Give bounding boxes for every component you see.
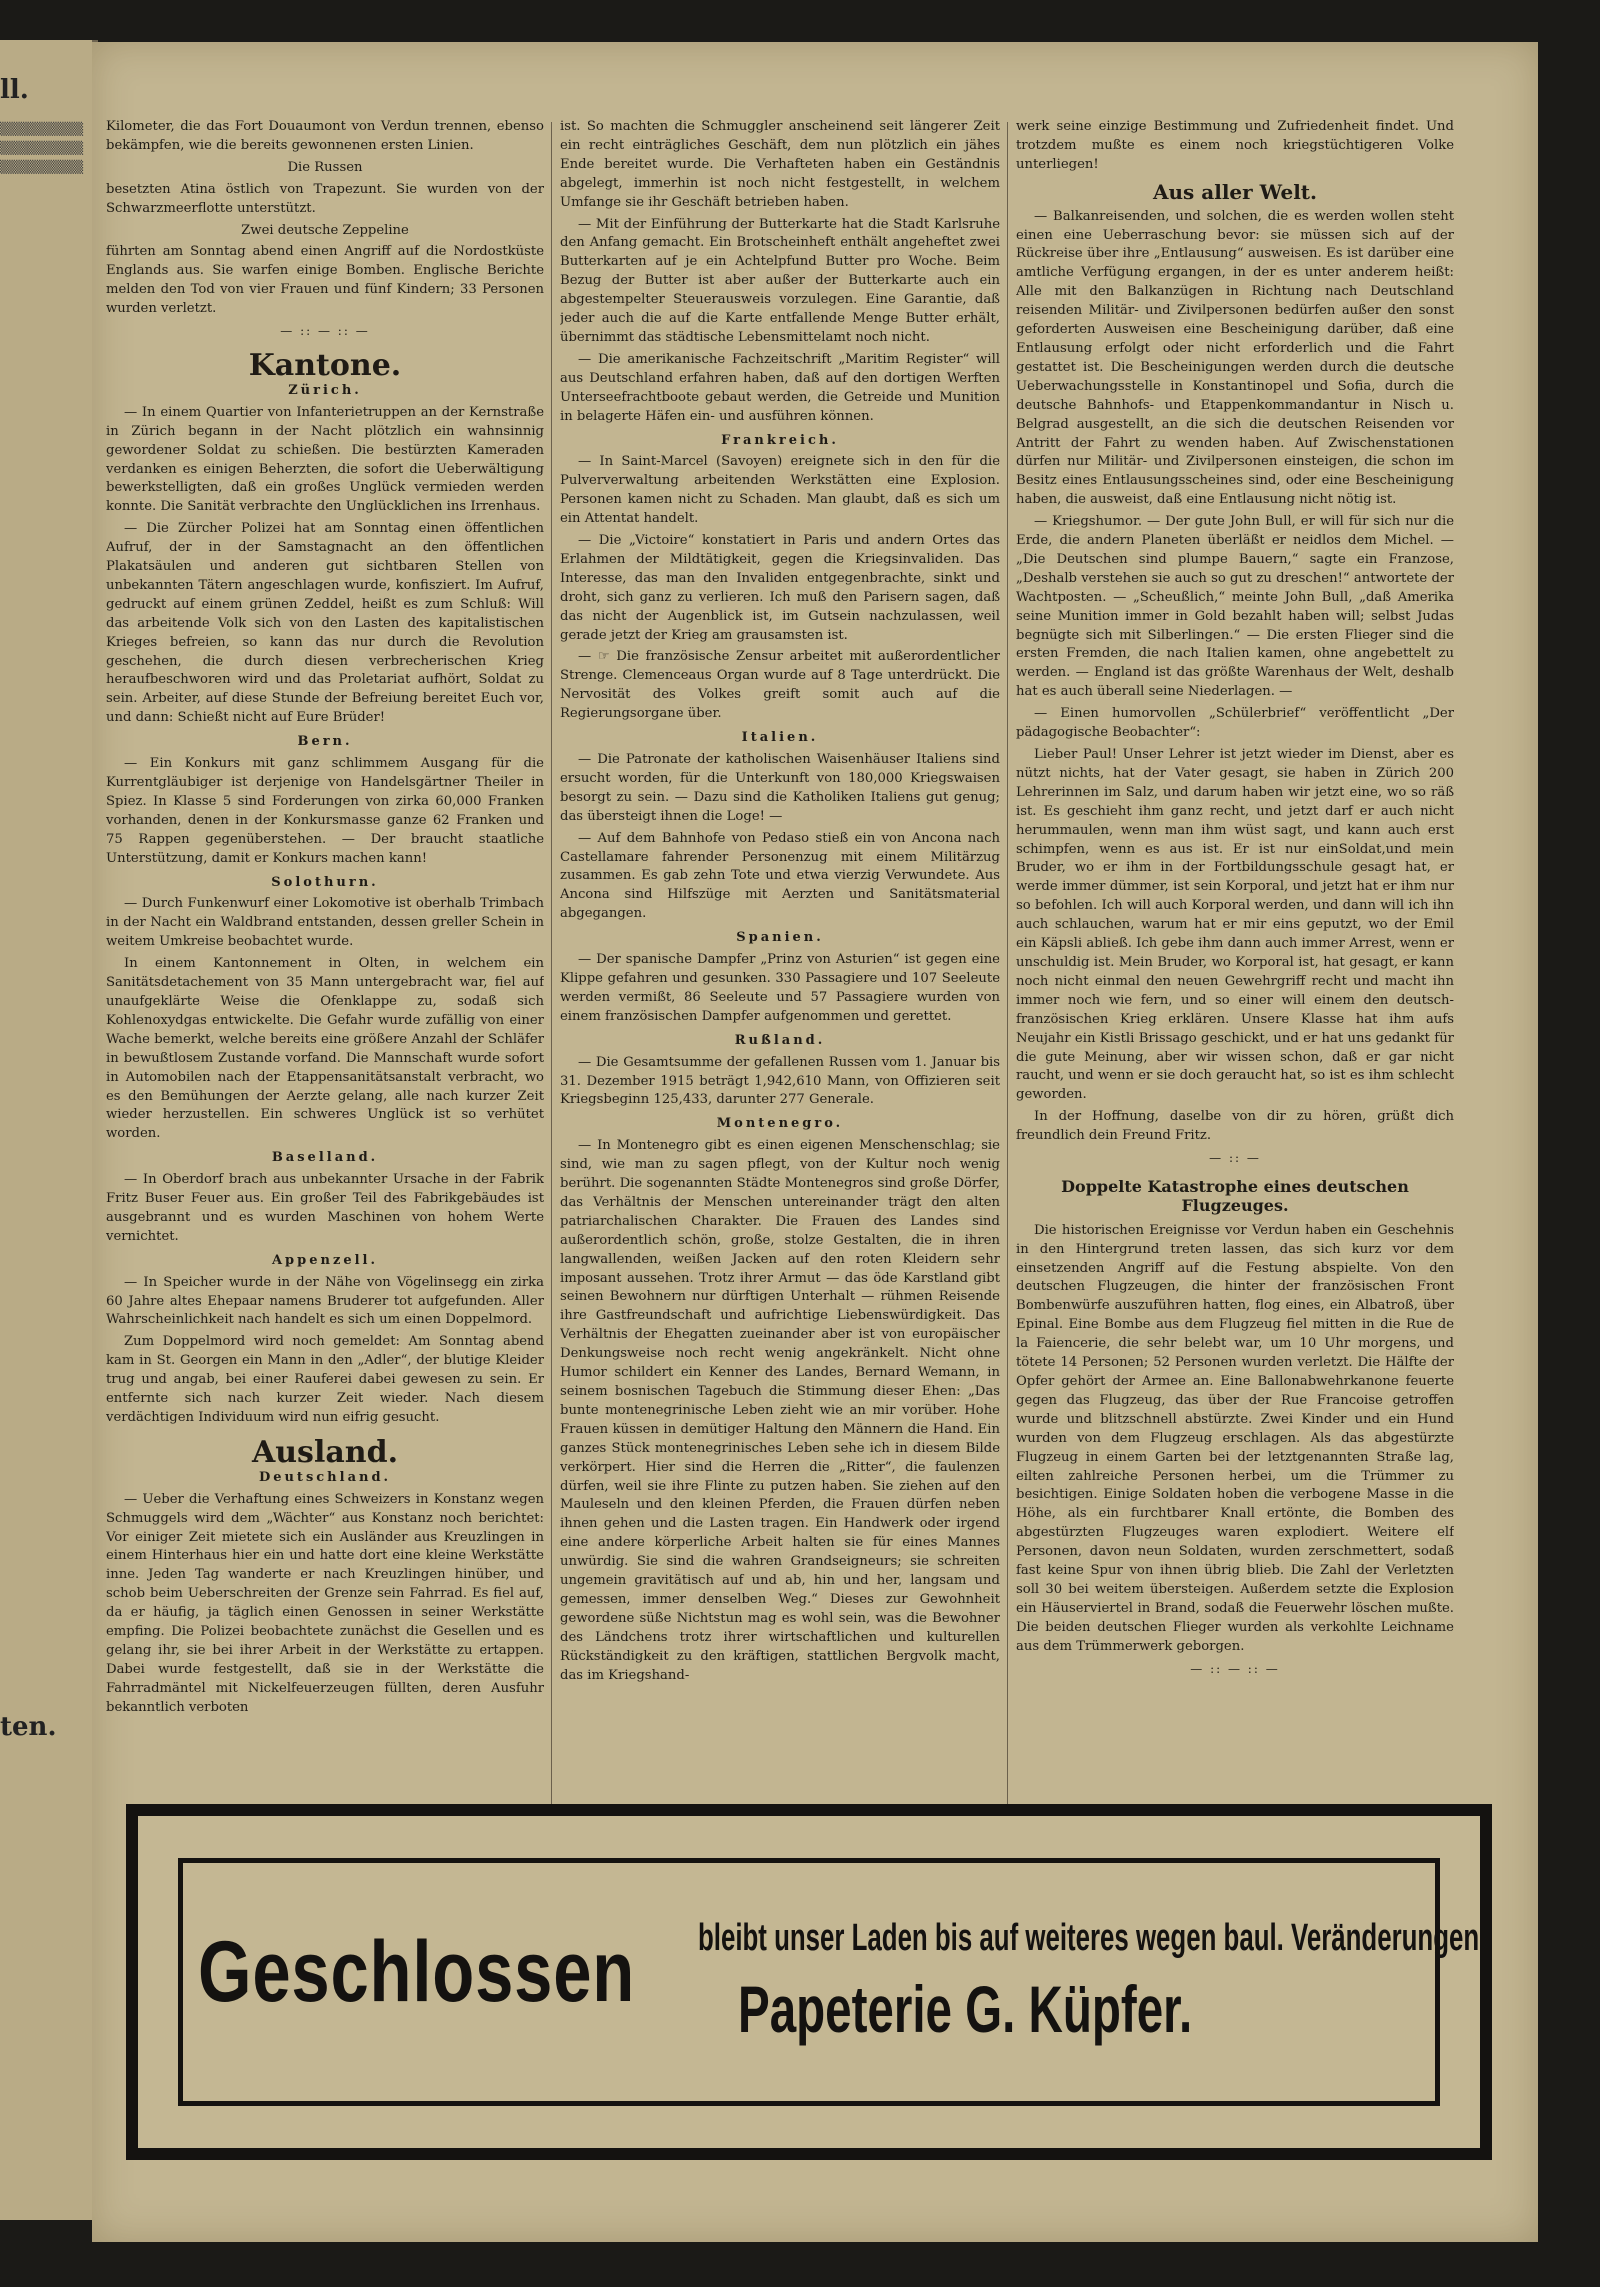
news-label: Zwei deutsche Zeppeline <box>241 222 409 238</box>
article-paragraph: — Die Patronate der katholischen Waisenhäuser Italiens sind ersucht worden, für die Unterkunft von 180,000 Kriegswaisen besorgt zu sein. — Dazu sind die Katholiken Italiens gut genug; das übersteigt ihnen die Loge! — <box>560 752 1000 824</box>
article-paragraph: — In Saint-Marcel (Savoyen) ereignete sich in den für die Pulververwaltung arbeitenden Werkstätten eine Explosion. Personen kamen nicht zu Schaden. Man glaubt, daß es sich um ein Attentat handelt. <box>560 454 1000 527</box>
article-paragraph: — Ueber die Verhaftung eines Schweizers in Konstanz wegen Schmuggels wird dem „Wächter“ aus Konstanz noch berichtet: Vor einiger Zeit mietete sich ein Ausländer aus Kreuzlingen in einem Hinterhaus hier ein und hatte dort eine kleine Werkstätte inne. Jeden Tag wanderte er nach Kreuzlingen hinüber, und schob beim Ueberschreiten der Grenze sein Fahrrad. Es fiel auf, da er häufig, ja täglich einen Genossen in seiner Werkstätte empfing. Die Polizei beobachtete zunächst die Gesellen und es gelang ihr, sie bei ihrer Arbeit in der Werkstätte zu ertappen. Dabei wurde festgestellt, daß sie in der Werkstätte die Fahrradmäntel mit Nickelfeuerzeugen füllten, deren Ausfuhr bekanntlich verboten <box>106 1491 544 1715</box>
ad-line-shop: Papeterie G. Küpfer. <box>738 1972 1193 2046</box>
country-heading-italien: Italien. <box>741 730 819 746</box>
column-rule <box>551 122 552 1822</box>
article-paragraph: — Mit der Einführung der Butterkarte hat die Stadt Karlsruhe den Anfang gemacht. Ein Brotscheinheft enthält angeheftet zwei Butterkarten auf je ein Achtelpfund Butter pro Woche. Beim Bezug der Butter ist aber außer der Butterkarte auch ein abgestempelter Steuerausweis vorzulegen. Eine Garantie, daß jeder auch die auf die Karte entfallende Menge Butter erhält, übernimmt das städtische Lebensmittelamt noch nicht. <box>560 216 1000 345</box>
canton-heading-bern: Bern. <box>297 734 353 750</box>
separator: — :: — <box>1209 1151 1261 1166</box>
article-paragraph: besetzten Atina östlich von Trapezunt. Sie wurden von der Schwarzmeerflotte unterstützt. <box>106 181 544 216</box>
prev-page-heading-top: ll. <box>0 75 29 105</box>
article-paragraph: — Auf dem Bahnhofe von Pedaso stieß ein von Ancona nach Castellamare fahrender Personenzug mit einem Militärzug zusammen. Es gab zehn Tote und etwa vierzig Verwundete. Aus Ancona sind Hilfszüge mit Aerzten und Sanitätsmaterial abgegangen. <box>560 830 1000 922</box>
article-paragraph: — In Oberdorf brach aus unbekannter Ursache in der Fabrik Fritz Buser Feuer aus. Ein großer Teil des Fabrikgebäudes ist ausgebrannt und es wurden Maschinen von hohem Werte vernichtet. <box>106 1172 544 1244</box>
country-heading-russland: Rußland. <box>734 1032 826 1048</box>
canton-heading-baselland: Baselland. <box>271 1150 379 1166</box>
country-heading-spanien: Spanien. <box>736 930 824 946</box>
article-paragraph: ist. So machten die Schmuggler anscheinend seit längerer Zeit ein recht einträgliches Geschäft, dem nun plötzlich ein jähes Ende bereitet wurde. Die Verhafteten haben ein Geständnis abgelegt, immerhin ist noch nicht festgestellt, in welchem Umfange sie ihr Geschäft betrieben haben. <box>560 119 1000 210</box>
article-paragraph: — In einem Quartier von Infanterietruppen an der Kernstraße in Zürich begann in der Nacht plötzlich ein wahnsinnig gewordener Soldat zu schießen. Die bestürzten Kameraden verdanken es einigen Beherzten, die sofort die Ueberwältigung bewerkstelligten, daß ein großes Unglück vermieden werden konnte. Die Sanität verbrachte den Unglücklichen ins Irrenhaus. <box>106 404 544 515</box>
article-paragraph: führten am Sonntag abend einen Angriff auf die Nordostküste Englands aus. Sie warfen einige Bomben. Englische Berichte melden den Tod von vier Frauen und fünf Kindern; 33 Personen wurden verletzt. <box>106 244 544 317</box>
country-heading-montenegro: Montenegro. <box>716 1116 844 1132</box>
section-heading-kantone: Kantone. <box>248 347 402 383</box>
ad-line-notice: bleibt unser Laden bis auf weiteres wegen baul. Veränderungen <box>698 1917 1480 1959</box>
prev-page-cut-text: ▒▒▒▒▒▒▒▒▒ <box>0 141 84 155</box>
canton-heading-solothurn: Solothurn. <box>271 874 379 890</box>
newspaper-page <box>92 42 1538 2242</box>
article-paragraph: — Balkanreisenden, und solchen, die es werden wollen steht einen eine Ueberraschung bevor: sie müssen sich auf der Rückreise über ihre „Entlausung“ ausweisen. Es ist darüber eine amtliche Verfügung ergangen, in der es unter anderem heißt: Alle mit den Balkanzügen in Richtung nach Deutschland reisenden Militär- und Zivilpersonen bedürfen außer den sonst geforderten Ausweisen eine Bescheinigung darüber, daß eine Entlausung erfolgt oder nicht erforderlich und die Fahrt gestattet ist. Die Bescheinigungen werden durch die deutsche Ueberwachungsstelle in Konstantinopel und Sofia, durch die deutsche Bahnhofs- und Etappenkommandantur in Nisch u. Belgrad ausgestellt, an die sich die deutschen Reisenden vor Antritt der Fahrt zu wenden haben. Auf Zwischenstationen dürfen nur Militär- und Zivilpersonen einsteigen, die schon im Besitz eines Entlausungsscheines sind, oder eine Bescheinigung haben, die ausweist, daß eine Entlausung nicht nötig ist. <box>1016 208 1454 508</box>
column-rule <box>1007 122 1008 1822</box>
article-paragraph: — In Montenegro gibt es einen eigenen Menschenschlag; sie sind, wie man zu sagen pflegt, von der Kultur noch wenig berührt. Die sogenannten Städte Montenegros sind große Dörfer, das Verhältnis der Menschen untereinander trägt den alten patriarchalischen Charakter. Die Frauen des Landes sind außerordentlich schön, große, stolze Gestalten, die in ihren langwallenden, weißen Jacken auf den roten Kleidern sehr imposant aussehen. Trotz ihrer Armut — das öde Karstland gibt seinen Bewohnern nur dürftigen Unterhalt — rühmen Reisende ihre Gastfreundschaft und aufrichtige Liebenswürdigkeit. Das Verhältnis der Ehegatten zueinander aber ist von europäischer Denkungsweise noch recht wenig angekränkelt. Nicht ohne Humor schildert ein Kenner des Landes, Bernard Wemann, in seinem bosnischen Tagebuch die Stimmung dieser Ehen: „Das bunte montenegrinische Leben zieht wie an mir vorüber. Hohe Frauen küssen in demütiger Haltung den Männern die Hand. Ein ganzes Stück montenegrinisches Leben sehe ich in diesem Bilde verkörpert. Hier sind die Herren die „Ritter“, die faulenzen dürfen, weil sie ihre Flinte zu putzen haben. Sie ziehen auf den Mauleseln und den kleinen Pferden, die Frauen dürfen neben ihnen gehen und die Lasten tragen. Ein Handwerk oder irgend eine andere körperliche Arbeit halten sie für eines Mannes unwürdig. Sie sind die wahren Grandseigneurs; sie schreiten ungemein gravitätisch auf und ab, hin und her, langsam und gemessen, immer denselben Weg.“ Dieses zur Gewohnheit gewordene süße Nichtstun mag es wohl sein, was die Bewohner des Ländchens trotz ihrer wirtschaftlichen und kulturellen Rückständigkeit zu den kräftigen, stattlichen Bergvolk macht, das im Kriegshand- <box>560 1138 1000 1683</box>
article-paragraph: — In Speicher wurde in der Nähe von Vögelinsegg ein zirka 60 Jahre altes Ehepaar namens Bruderer tot aufgefunden. Aller Wahrscheinlichkeit nach handelt es sich um einen Doppelmord. <box>106 1274 544 1328</box>
canton-heading-zuerich: Zürich. <box>288 382 362 398</box>
article-paragraph: — Der spanische Dampfer „Prinz von Asturien“ ist gegen eine Klippe gefahren und gesunken. 330 Passagiere und 107 Seeleute werden vermißt, 86 Seeleute und 57 Passagiere wurden von einem französischen Dampfer aufgenommen und gerettet. <box>560 952 1000 1024</box>
news-label: Die Russen <box>287 159 363 175</box>
article-paragraph: Lieber Paul! Unser Lehrer ist jetzt wieder im Dienst, aber es nützt nichts, hat der Vater gesagt, sie haben in Zürich 200 Lehrerinnen im Salz, und darum haben wir jetzt eine, wo so räß ist. Es geschieht ihm ganz recht, und jetzt darf er auch nicht herummaulen, wenn man ihm wüst sagt, und kann auch erst schimpfen, wenn es aus ist. Er ist nur einSoldat,und mein Bruder, wo er ihm in der Fortbildungsschule gesagt hat, er werde immer dümmer, ist sein Korporal, und jetzt hat er ihm nur so befohlen. Ich will auch Korporal werden, und dann will ich ihn auch schlauchen, warum hat er mir eins geputzt, wo der Emil ein Käpsli abließ. Ich gebe ihm dann auch immer Arrest, wenn er unschuldig ist. Mein Bruder, wo Korporal ist, hat gesagt, er kann noch nicht einmal den neuen Gewehrgriff recht und macht ihn immer noch wie fern, und so einer will einem den deutsch-französischen Krieg erklären. Unsere Klasse hat ihm aufs Neujahr ein Kistli Brissago geschickt, und er hat uns gedankt für die gute Meinung, aber wir wissen schon, daß er gar nicht raucht, und wenn er sie doch geraucht hat, so ist es ihm schlecht geworden. <box>1016 747 1454 1103</box>
column-1 <box>106 118 544 1818</box>
canton-heading-appenzell: Appenzell. <box>271 1252 379 1268</box>
article-paragraph: — Einen humorvollen „Schülerbrief“ veröffentlicht „Der pädagogische Beobachter“: <box>1016 706 1454 741</box>
article-paragraph: — Die amerikanische Fachzeitschrift „Maritim Register“ will aus Deutschland erfahren haben, daß auf den dortigen Werften Unterseefrachtboote gebaut werden, die Getreide und Munition in belagerte Häfen ein- und ausführen können. <box>560 351 1000 424</box>
section-heading-ausland: Ausland. <box>251 1434 399 1470</box>
country-heading-deutschland: Deutschland. <box>258 1469 392 1485</box>
article-paragraph: — Die Zürcher Polizei hat am Sonntag einen öffentlichen Aufruf, der in der Samstagnacht an den öffentlichen Plakatsäulen und anderen gut sichtbaren Stellen von unbekannten Tätern angeschlagen wurde, konfisziert. Im Aufruf, gedruckt auf einem grünen Zeddel, heißt es zum Schluß: Will das arbeitende Volk sich von den Lasten des kapitalistischen Krieges befreien, so kann das nur durch die Revolution geschehen, die durch diesen verbrecherischen Krieg heraufbeschworen wird und das Proletariat aufhört, Soldat zu sein. Arbeiter, auf diese Stunde der Befreiung bereitet Euch vor, und dann: Schießt nicht auf Eure Brüder! <box>106 521 544 726</box>
advertisement-box <box>126 1804 1492 2160</box>
article-paragraph: Die historischen Ereignisse vor Verdun haben ein Geschehnis in den Hintergrund treten lassen, das sich kurz vor dem einsetzenden Angriff auf die Festung abspielte. Von den deutschen Flugzeugen, die hinter der französischen Front Bombenwürfe auszuführen hatten, flog eines, ein Albatroß, über Epinal. Eine Bombe aus dem Flugzeug fiel mitten in die Rue de la Faiencerie, die sehr belebt war, um 10 Uhr morgens, und tötete 14 Personen; 52 Personen wurden verletzt. Die Hälfte der Opfer gehört der Armee an. Eine Ballonabwehrkanone feuerte gegen das Flugzeug, das über der Rue Francoise getroffen wurde und blitzschnell abstürzte. Zwei Kinder und ein Hund wurden von dem Flugzeug erschlagen. Als das abgestürzte Flugzeug in einem Garten bei der letztgenannten Straße lag, eilten zahlreiche Personen herbei, um die Trümmer zu besichtigen. Einige Soldaten hoben die verbogene Masse in die Höhe, als ein furchtbarer Knall ertönte, die Bomben des abgestürzten Flugzeuges waren explodiert. Weitere elf Personen, davon neun Soldaten, wurden zerschmettert, sodaß fast keine Spur von ihnen übrig blieb. Die Zahl der Verletzten soll 30 bei weitem übersteigen. Außerdem setzte die Explosion ein Häuserviertel in Brand, sodaß die Feuerwehr löschen mußte. Die beiden deutschen Flieger wurden als verkohlte Leichname aus dem Trümmerwerk geborgen. <box>1016 1222 1454 1654</box>
article-paragraph: — ☞ Die französische Zensur arbeitet mit außerordentlicher Strenge. Clemenceaus Organ wurde auf 8 Tage unterdrückt. Die Nervosität des Volkes greift somit auch auf die Regierungsorgane über. <box>560 649 1000 722</box>
article-paragraph: — Ein Konkurs mit ganz schlimmem Ausgang für die Kurrentgläubiger ist derjenige von Handelsgärtner Theiler in Spiez. In Klasse 5 sind Forderungen von zirka 60,000 Franken vorhanden, denen in der Konkursmasse ganze 62 Franken und 75 Rappen gegenüberstehen. — Der braucht staatliche Unterstützung, damit er Konkurs machen kann! <box>106 756 544 866</box>
prev-page-heading-bottom: ten. <box>0 1712 57 1742</box>
article-paragraph: — Kriegshumor. — Der gute John Bull, er will für sich nur die Erde, die andern Planeten überläßt er neidlos dem Michel. — „Die Deutschen sind plumpe Bauern,“ sagte ein Franzose, „Deshalb verstehen sie auch so gut zu dreschen!“ antwortete der Wachtposten. — „Scheußlich,“ meinte John Bull, „daß Amerika seine Munition immer in Gold bezahlt haben will; selbst Judas begnügte sich mit Silberlingen.“ — Die ersten Flieger sind die ersten Fremden, die nach Italien kamen, ohne angebettelt zu werden. — England ist das größte Warenhaus der Welt, deshalb hat es auch überall seine Niederlagen. — <box>1016 514 1454 700</box>
article-paragraph: In einem Kantonnement in Olten, in welchem ein Sanitätsdetachement von 35 Mann untergebracht war, fiel auf unaufgeklärte Weise die Ofenklappe zu, sodaß sich Kohlenoxydgas entwickelte. Die Gefahr wurde zufällig von einer Wache bemerkt, welche bereits eine größere Anzahl der Schläfer in bewußtlosem Zustande vorfand. Die Mannschaft wurde sofort in Automobilen nach der Etappensanitätsanstalt verbracht, wo es den Bemühungen der Aerzte gelang, alle nach kurzer Zeit wieder herzustellen. Ein schweres Unglück ist so verhütet worden. <box>106 956 544 1142</box>
column-2 <box>560 118 1000 1818</box>
previous-page-edge <box>0 40 98 2220</box>
column-3 <box>1016 118 1454 1818</box>
article-paragraph: werk seine einzige Bestimmung und Zufriedenheit findet. Und trotzdem mußte es einem noch kriegstüchtigeren Volke unterliegen! <box>1016 119 1454 172</box>
prev-page-cut-text: ▒▒▒▒▒▒▒▒▒ <box>0 122 84 136</box>
ad-headline: Geschlossen <box>198 1924 636 2020</box>
article-paragraph: — Durch Funkenwurf einer Lokomotive ist oberhalb Trimbach in der Nacht ein Waldbrand entstanden, dessen greller Schein in weitem Umkreise beobachtet wurde. <box>106 896 544 950</box>
separator: — :: — :: — <box>280 324 370 339</box>
prev-page-cut-text: ▒▒▒▒▒▒▒▒▒ <box>0 160 84 174</box>
article-paragraph: In der Hoffnung, daselbe von dir zu hören, grüßt dich freundlich dein Freund Fritz. <box>1016 1109 1454 1144</box>
article-paragraph: Zum Doppelmord wird noch gemeldet: Am Sonntag abend kam in St. Georgen ein Mann in den „Adler“, der blutige Kleider trug und angab, bei einer Rauferei dabei gewesen zu sein. Er entfernte sich nach kurzer Zeit wieder. Nach diesem verdächtigen Individuum wird nun eifrig gesucht. <box>106 1334 544 1425</box>
separator: — :: — :: — <box>1190 1661 1280 1676</box>
article-paragraph: — Die Gesamtsumme der gefallenen Russen vom 1. Januar bis 31. Dezember 1915 beträgt 1,942,610 Mann, von Offizieren seit Kriegsbeginn 125,433, darunter 277 Generale. <box>560 1054 1000 1108</box>
section-heading-aus-aller-welt: Aus aller Welt. <box>1152 179 1317 204</box>
country-heading-frankreich: Frankreich. <box>721 432 839 448</box>
article-paragraph: — Die „Victoire“ konstatiert in Paris und andern Ortes das Erlahmen der Mildtätigkeit, gegen die Kriegsinvaliden. Das Interesse, das man den Invaliden entgegenbrachte, sinkt und droht, sich ganz zu verlieren. Ich muß den Parisern sagen, daß das nicht der Augenblick ist, im Gutsein nachzulassen, weil gerade jetzt der Krieg am grausamsten ist. <box>560 533 1000 643</box>
article-paragraph: Kilometer, die das Fort Douaumont von Verdun trennen, ebenso bekämpfen, wie die bereits gewonnenen ersten Linien. <box>106 119 544 153</box>
article-title-flugzeug: Doppelte Katastrophe eines deutschen Flugzeuges. <box>1061 1176 1409 1215</box>
